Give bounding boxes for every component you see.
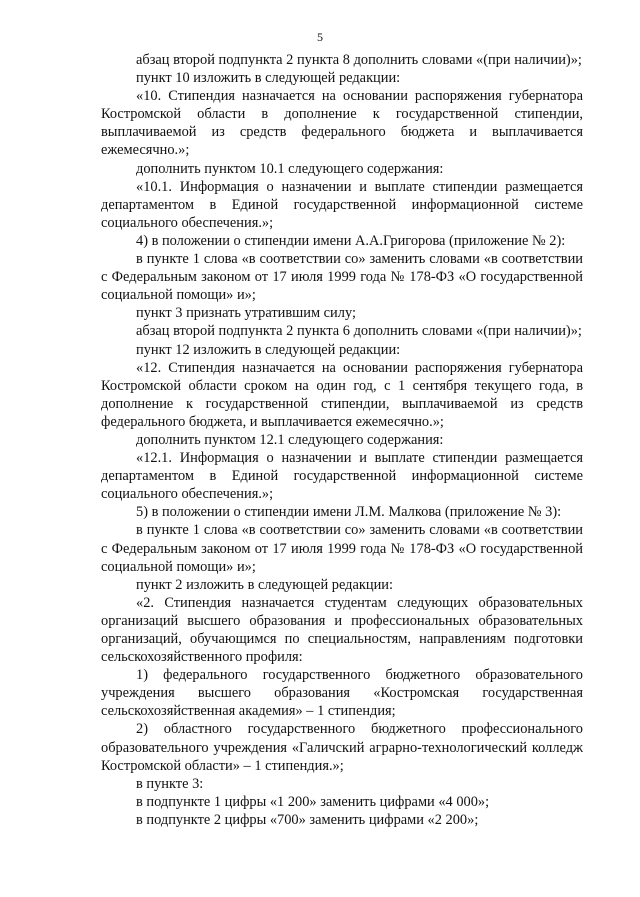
paragraph-18: 1) федерального государственного бюджетного образовательного учреждения высшего образования «Костромская государственная сельскохозяйственная академия» – 1 стипендия; bbox=[101, 667, 583, 720]
paragraph-13: «12.1. Информация о назначении и выплате стипендии размещается департаментом в Единой государственной информационной системе социального обеспечения.»; bbox=[101, 450, 583, 503]
document-body bbox=[101, 51, 583, 829]
paragraph-1: абзац второй подпункта 2 пункта 8 дополнить словами «(при наличии)»; bbox=[136, 52, 582, 68]
paragraph-3: «10. Стипендия назначается на основании распоряжения губернатора Костромской области в дополнение к государственной стипендии, выплачиваемой из средств федерального бюджета и выплачивается ежемесячно.»; bbox=[101, 88, 583, 159]
paragraph-10: пункт 12 изложить в следующей редакции: bbox=[136, 341, 401, 358]
paragraph-22: в подпункте 2 цифры «700» заменить цифрами «2 200»; bbox=[136, 811, 479, 828]
paragraph-7: в пункте 1 слова «в соответствии со» заменить словами «в соответствии с Федеральным законом от 17 июля 1999 года № 178-ФЗ «О государственной социальной помощи» и»; bbox=[101, 251, 583, 304]
paragraph-9: абзац второй подпункта 2 пункта 6 дополнить словами «(при наличии)»; bbox=[136, 323, 582, 340]
paragraph-5: «10.1. Информация о назначении и выплате стипендии размещается департаментом в Единой государственной информационной системе социального обеспечения.»; bbox=[101, 178, 583, 231]
paragraph-12: дополнить пунктом 12.1 следующего содержания: bbox=[136, 431, 444, 448]
paragraph-8: пункт 3 признать утратившим силу; bbox=[136, 305, 356, 322]
paragraph-2: пункт 10 изложить в следующей редакции: bbox=[136, 70, 401, 87]
paragraph-11: «12. Стипендия назначается на основании распоряжения губернатора Костромской области сроком на один год, с 1 сентября текущего года, в дополнение к государственной стипендии, выплачиваемой из средств федерального бюджета, и выплачивается ежемесячно.»; bbox=[101, 359, 583, 430]
paragraph-15: в пункте 1 слова «в соответствии со» заменить словами «в соответствии с Федеральным законом от 17 июля 1999 года № 178-ФЗ «О государственной социальной помощи» и»; bbox=[101, 522, 583, 575]
paragraph-16: пункт 2 изложить в следующей редакции: bbox=[136, 576, 393, 593]
paragraph-4: дополнить пунктом 10.1 следующего содержания: bbox=[136, 160, 444, 177]
paragraph-14: 5) в положении о стипендии имени Л.М. Малкова (приложение № 3): bbox=[136, 504, 562, 521]
paragraph-21: в подпункте 1 цифры «1 200» заменить цифрами «4 000»; bbox=[136, 793, 490, 810]
paragraph-19: 2) областного государственного бюджетного профессионального образовательного учреждения «Галичский аграрно-технологический колледж Костромской области» – 1 стипендия.»; bbox=[101, 721, 583, 774]
page-number: 5 bbox=[317, 30, 323, 44]
paragraph-17: «2. Стипендия назначается студентам следующих образовательных организаций высшего образования и профессиональных образовательных организаций, обучающимся по специальностям, направлениям подготовки сельскохозяйственного профиля: bbox=[101, 594, 583, 666]
paragraph-6: 4) в положении о стипендии имени А.А.Григорова (приложение № 2): bbox=[136, 232, 566, 249]
paragraph-20: в пункте 3: bbox=[136, 775, 204, 792]
